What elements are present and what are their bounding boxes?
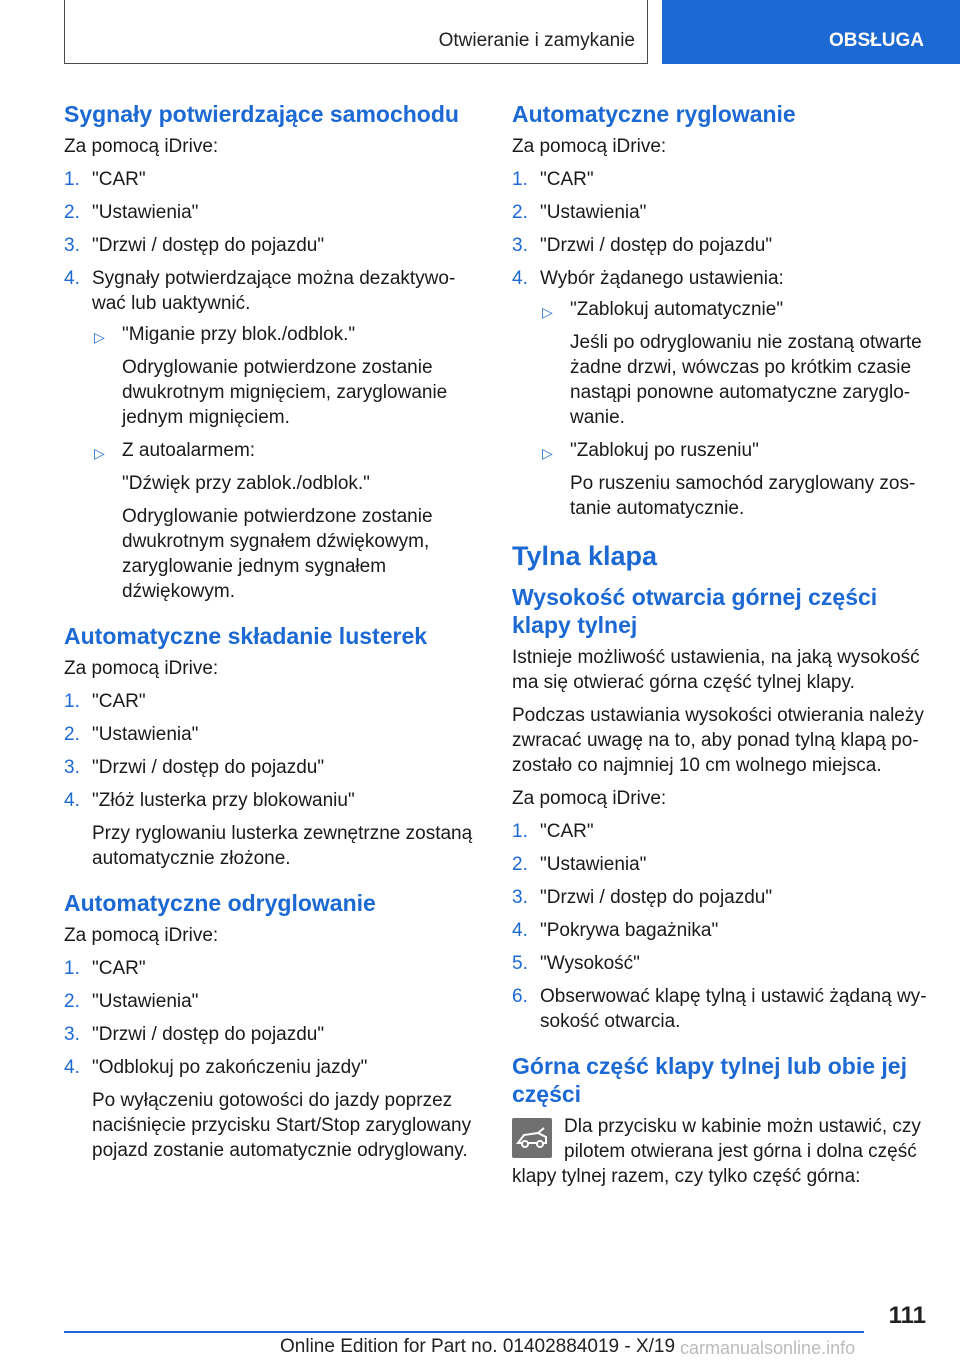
step-number: 1. — [64, 169, 80, 190]
list-item — [64, 722, 476, 747]
list-item — [512, 951, 928, 976]
step-text: "Ustawienia" — [92, 724, 199, 745]
step-list — [64, 956, 476, 1163]
intro-text: Za pomocą iDrive: — [512, 136, 667, 157]
step-text: Sygnały potwierdzające można dezaktywować lub uaktywnić. — [92, 268, 456, 314]
list-item — [512, 852, 928, 877]
paragraph: Podczas ustawiania wysokości otwierania należy zwracać uwagę na to, aby ponad tylną klapą pozostało co najmniej 10 cm wolnego miejsca. — [512, 705, 924, 776]
right-column — [512, 100, 928, 1197]
step-text: "Drzwi / dostęp do pojazdu" — [92, 1024, 325, 1045]
option-desc: Po ruszeniu samochód zaryglowany zostanie automatycznie. — [570, 473, 916, 519]
step-number: 2. — [512, 202, 528, 223]
list-item — [512, 200, 928, 225]
option-label: "Miganie przy blok./odblok." — [122, 324, 356, 345]
option-list — [540, 297, 928, 521]
list-item — [64, 788, 476, 871]
step-number: 6. — [512, 986, 528, 1007]
option-desc: Odryglowanie potwierdzone zostanie dwukrotnym sygnałem dźwiękowym, zaryglowanie jednym sygnałem dźwiękowym. — [122, 506, 433, 602]
step-note: Po wyłączeniu gotowości do jazdy poprzez naciśnięcie przycisku Start/Stop zaryglowany pojazd zostanie automatycznie odryglowany. — [92, 1090, 472, 1161]
step-number: 2. — [64, 724, 80, 745]
step-text: "Ustawienia" — [540, 854, 647, 875]
footer-divider — [64, 1331, 864, 1333]
step-note: Przy ryglowaniu lusterka zewnętrzne zostaną automatycznie złożone. — [92, 823, 473, 869]
step-number: 1. — [64, 958, 80, 979]
step-text: "CAR" — [92, 958, 146, 979]
step-number: 2. — [64, 991, 80, 1012]
list-item — [512, 819, 928, 844]
section — [512, 539, 928, 1034]
list-item — [512, 233, 928, 258]
triangle-bullet-icon: ▷ — [542, 445, 553, 461]
step-text: "CAR" — [540, 169, 594, 190]
step-list — [512, 819, 928, 1034]
list-item — [512, 266, 928, 521]
step-number: 2. — [512, 854, 528, 875]
step-number: 3. — [512, 235, 528, 256]
watermark: carmanualsonline.info — [680, 1338, 856, 1358]
option-desc: Jeśli po odryglowaniu nie zostaną otwarte żadne drzwi, wówczas po krótkim czasie nastąpi ponowne automatyczne zaryglowanie. — [570, 332, 922, 428]
step-number: 4. — [512, 920, 528, 941]
section-title: Automatyczne składanie lusterek — [64, 623, 428, 649]
step-text: "Wysokość" — [540, 953, 640, 974]
section — [512, 1052, 928, 1189]
option-desc: Odryglowanie potwierdzone zostanie dwukrotnym mignięciem, zaryglowanie jednym mignięciem. — [122, 357, 448, 428]
step-number: 1. — [512, 169, 528, 190]
list-item — [64, 167, 476, 192]
step-number: 4. — [64, 790, 80, 811]
list-item — [512, 918, 928, 943]
intro-text: Za pomocą iDrive: — [64, 925, 219, 946]
header-section-title: Otwieranie i zamykanie — [438, 30, 635, 51]
list-item — [64, 266, 476, 604]
step-text: "Ustawienia" — [540, 202, 647, 223]
section — [64, 622, 476, 871]
triangle-bullet-icon: ▷ — [542, 304, 553, 320]
list-item — [64, 755, 476, 780]
list-item — [64, 1055, 476, 1163]
list-item — [64, 689, 476, 714]
step-text: "CAR" — [92, 169, 146, 190]
left-column — [64, 100, 476, 1173]
option-label: "Zablokuj automatycznie" — [570, 299, 784, 320]
step-number: 3. — [512, 887, 528, 908]
step-text: "Drzwi / dostęp do pojazdu" — [540, 235, 773, 256]
list-item — [512, 167, 928, 192]
step-number: 3. — [64, 235, 80, 256]
header-chapter-label: OBSŁUGA — [829, 30, 924, 51]
paragraph: Istnieje możliwość ustawienia, na jaką wysokość ma się otwierać górna część tylnej klapy. — [512, 647, 920, 693]
step-text: "Odblokuj po zakończeniu jazdy" — [92, 1057, 368, 1078]
section-title: Wysokość otwarcia górnej części klapy tylnej — [512, 584, 878, 638]
step-text: "Ustawienia" — [92, 202, 199, 223]
step-text: "Drzwi / dostęp do pojazdu" — [92, 757, 325, 778]
step-text: "Pokrywa bagażnika" — [540, 920, 719, 941]
triangle-bullet-icon: ▷ — [94, 329, 105, 345]
step-text: "Złóż lusterka przy blokowaniu" — [92, 790, 355, 811]
list-item — [512, 885, 928, 910]
list-item — [64, 233, 476, 258]
step-number: 3. — [64, 1024, 80, 1045]
option-label: Z autoalarmem: — [122, 440, 256, 461]
list-item — [512, 984, 928, 1034]
step-text: "Ustawienia" — [92, 991, 199, 1012]
option-label-2: "Dźwięk przy zablok./odblok." — [122, 473, 370, 494]
step-list — [512, 167, 928, 521]
option-item — [92, 438, 476, 604]
section — [64, 889, 476, 1163]
header-chapter-tab — [662, 0, 960, 64]
step-text: "Drzwi / dostęp do pojazdu" — [92, 235, 325, 256]
section-title: Sygnały potwierdzające samochodu — [64, 101, 459, 127]
footer-edition: Online Edition for Part no. 01402884019 - X/19 — [280, 1336, 676, 1357]
section-title: Górna część klapy tylnej lub obie jej części — [512, 1053, 907, 1107]
tailgate-icon — [512, 1118, 552, 1158]
step-list — [64, 689, 476, 871]
option-label: "Zablokuj po ruszeniu" — [570, 440, 759, 461]
intro-text: Za pomocą iDrive: — [64, 658, 219, 679]
section-title: Automatyczne odryglowanie — [64, 890, 376, 916]
list-item — [64, 989, 476, 1014]
step-text: "CAR" — [92, 691, 146, 712]
step-number: 4. — [64, 1057, 80, 1078]
list-item — [64, 1022, 476, 1047]
option-list — [92, 322, 476, 604]
step-number: 1. — [512, 821, 528, 842]
option-item — [92, 322, 476, 430]
step-text: "CAR" — [540, 821, 594, 842]
paragraph: Dla przycisku w kabinie możn ustawić, czy pilotem otwierana jest górna i dolna część klapy tylnej razem, czy tylko część górna: — [512, 1116, 921, 1187]
intro-text: Za pomocą iDrive: — [512, 788, 667, 809]
header-section-box — [64, 0, 648, 64]
step-number: 5. — [512, 953, 528, 974]
step-number: 1. — [64, 691, 80, 712]
step-number: 3. — [64, 757, 80, 778]
option-item — [540, 297, 928, 430]
page-number: 111 — [888, 1302, 926, 1329]
section-title: Automatyczne ryglowanie — [512, 101, 796, 127]
list-item — [64, 956, 476, 981]
intro-text: Za pomocą iDrive: — [64, 136, 219, 157]
list-item — [64, 200, 476, 225]
step-text: Wybór żądanego ustawienia: — [540, 268, 784, 289]
option-item — [540, 438, 928, 521]
step-number: 4. — [64, 268, 80, 289]
step-number: 2. — [64, 202, 80, 223]
triangle-bullet-icon: ▷ — [94, 445, 105, 461]
step-text: Obserwować klapę tylną i ustawić żądaną wysokość otwarcia. — [540, 986, 927, 1032]
step-number: 4. — [512, 268, 528, 289]
chapter-heading: Tylna klapa — [512, 541, 658, 571]
step-text: "Drzwi / dostęp do pojazdu" — [540, 887, 773, 908]
step-list — [64, 167, 476, 604]
